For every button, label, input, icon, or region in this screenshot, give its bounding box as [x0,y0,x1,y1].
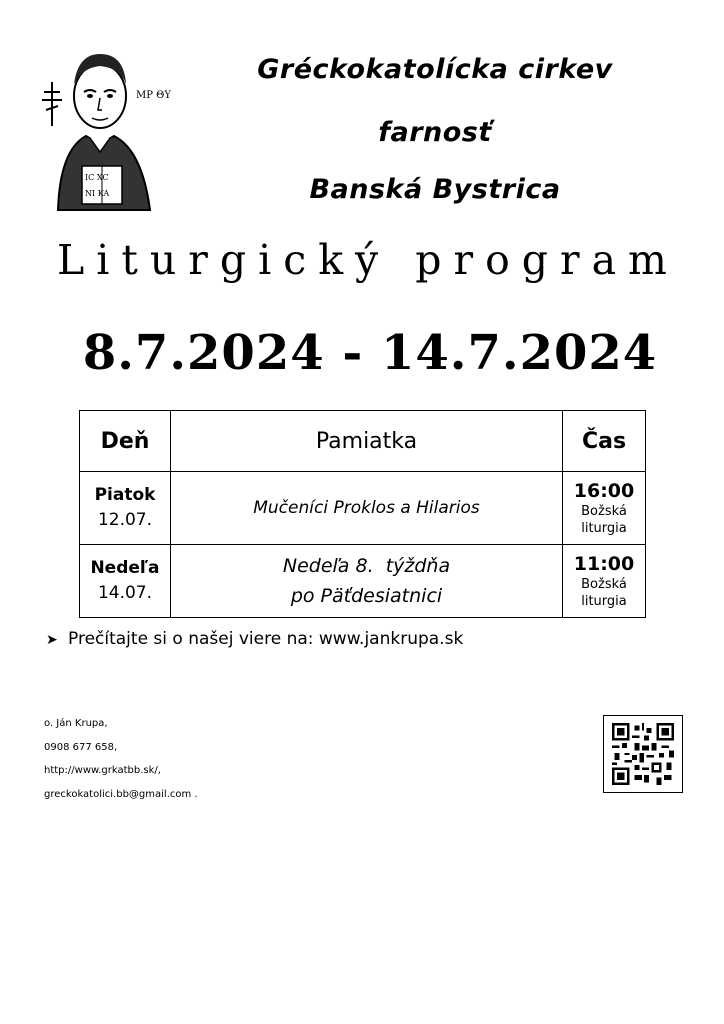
column-header-day: Deň [80,411,171,472]
memorial-cell [171,472,563,545]
contact-phone: 0908 677 658, [44,741,118,753]
table-header-row [80,411,646,472]
cross-icon [42,82,62,126]
time-cell [563,545,646,618]
table-row [80,545,646,618]
parish-city: Banská Bystrica [309,174,561,205]
table-row [80,472,646,545]
faith-link-text[interactable]: Prečítajte si o našej viere na: www.jankrupa.sk [68,629,464,649]
priest-portrait-illustration [38,40,171,212]
column-header-time: Čas [563,411,646,472]
portrait-letters-top: IC XC [85,173,109,182]
memorial-text-line2: po Päťdesiatnici [290,585,443,607]
day-date: 14.07. [97,583,153,603]
service-time: 16:00 [573,480,635,502]
time-cell [563,472,646,545]
service-type-line2: liturgia [581,594,627,609]
memorial-text-line1: Nedeľa 8. týždňa [282,555,451,577]
date-range: 8.7.2024 - 14.7.2024 [82,325,658,381]
day-date: 12.07. [97,510,153,530]
column-header-memorial: Pamiatka [171,411,563,472]
faith-link-line [46,629,463,649]
memorial-text: Mučeníci Proklos a Hilarios [253,498,480,518]
schedule-table [79,410,646,618]
contact-email[interactable]: greckokatolici.bb@gmail.com . [44,788,198,800]
arrow-bullet-icon: ➤ [46,632,58,648]
memorial-cell [171,545,563,618]
service-time: 11:00 [573,553,635,575]
portrait-letters-right: MP ΘY [136,90,171,101]
church-name: Gréckokatolícka cirkev [257,54,613,85]
program-title: Liturgický program [57,236,679,284]
portrait-letters-bottom: NI KA [85,189,110,198]
service-type-line2: liturgia [581,521,627,536]
contact-website[interactable]: http://www.grkatbb.sk/, [44,765,161,776]
day-cell [80,472,171,545]
contact-name: o. Ján Krupa, [44,718,108,729]
contact-block [44,712,198,806]
day-name: Nedeľa [90,558,160,578]
qr-code-frame [603,715,683,793]
qr-code-icon [612,723,674,785]
parish-label: farnosť [378,117,492,148]
day-cell [80,545,171,618]
service-type-line1: Božská [581,577,627,592]
day-name: Piatok [94,485,156,505]
service-type-line1: Božská [581,504,627,519]
